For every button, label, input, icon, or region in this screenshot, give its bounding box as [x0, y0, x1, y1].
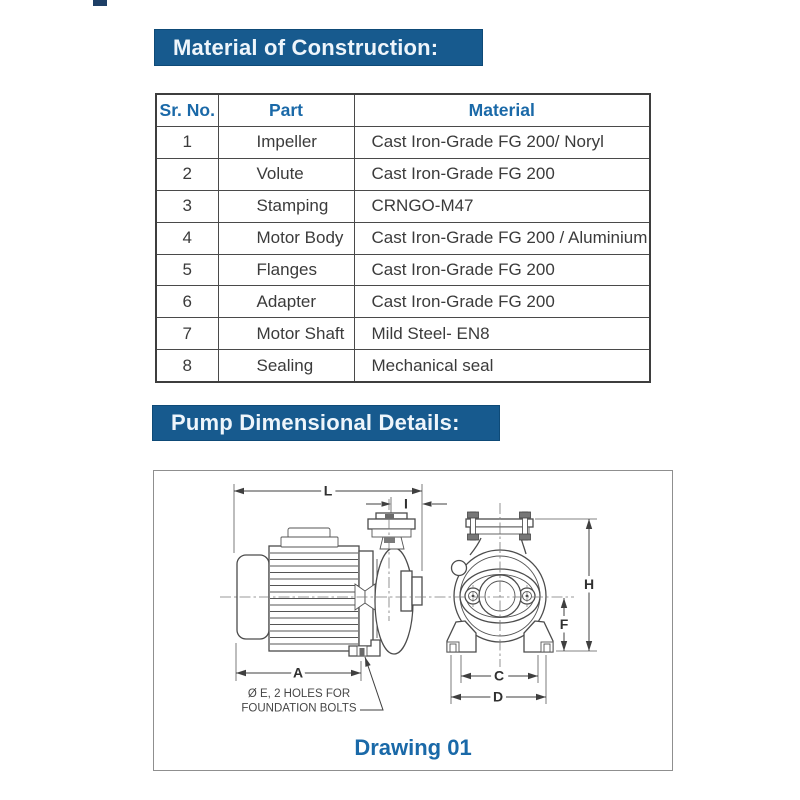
svg-text:H: H [583, 576, 595, 592]
cell-part: Motor Body [218, 222, 354, 254]
cell-material: Cast Iron-Grade FG 200 [354, 254, 650, 286]
casing-lug [452, 561, 467, 576]
col-header-material: Material [354, 94, 650, 127]
cell-material: Mild Steel- EN8 [354, 318, 650, 350]
pump-dimension-drawing [154, 471, 672, 770]
pump-side-view [237, 513, 422, 656]
cell-material: Mechanical seal [354, 350, 650, 382]
table-header-row [156, 94, 650, 127]
cell-sr: 3 [156, 190, 218, 222]
cell-sr: 6 [156, 286, 218, 318]
cell-sr: 2 [156, 158, 218, 190]
flange-bolt [385, 514, 394, 519]
drawing-caption: Drawing 01 [354, 735, 472, 760]
table-row [156, 318, 650, 350]
cell-material: Cast Iron-Grade FG 200 [354, 158, 650, 190]
dimension-F [560, 598, 569, 651]
foundation-bolt-note [241, 657, 383, 715]
cell-part: Stamping [218, 190, 354, 222]
cell-part: Volute [218, 158, 354, 190]
table-row [156, 350, 650, 382]
cell-material: Cast Iron-Grade FG 200 / Aluminium [354, 222, 650, 254]
dimension-C [461, 655, 538, 684]
dimension-I [366, 496, 447, 514]
cell-material: Cast Iron-Grade FG 200 [354, 286, 650, 318]
cell-sr: 1 [156, 127, 218, 159]
flange-nut [384, 537, 395, 543]
col-header-part: Part [218, 94, 354, 127]
cell-sr: 4 [156, 222, 218, 254]
table-row [156, 127, 650, 159]
svg-text:I: I [404, 495, 408, 512]
flange-bolt [468, 512, 479, 518]
section-header-pump-dimensional-details [152, 405, 500, 441]
suction-flange-side [401, 571, 412, 611]
svg-text:D: D [492, 688, 504, 705]
svg-text:A: A [292, 664, 304, 681]
svg-text:Ø E, 2 HOLES FOR: Ø E, 2 HOLES FOR [247, 688, 351, 700]
table-row [156, 222, 650, 254]
cell-part: Impeller [218, 127, 354, 159]
cell-part: Sealing [218, 350, 354, 382]
materials-table [155, 93, 651, 383]
table-row [156, 158, 650, 190]
table-row [156, 190, 650, 222]
svg-text:FOUNDATION BOLTS: FOUNDATION BOLTS [241, 702, 357, 715]
cell-sr: 5 [156, 254, 218, 286]
cell-material: Cast Iron-Grade FG 200/ Noryl [354, 127, 650, 159]
svg-text:C: C [493, 667, 505, 684]
col-header-sr-no: Sr. No. [156, 94, 218, 127]
table-row [156, 286, 650, 318]
cell-part: Adapter [218, 286, 354, 318]
dimension-drawing-frame [153, 470, 673, 771]
cell-part: Flanges [218, 254, 354, 286]
cell-material: CRNGO-M47 [354, 190, 650, 222]
flange-bolt [520, 512, 531, 518]
cell-sr: 8 [156, 350, 218, 382]
cell-sr: 7 [156, 318, 218, 350]
section-title: Pump Dimensional Details: [171, 410, 460, 435]
cell-part: Motor Shaft [218, 318, 354, 350]
svg-text:L: L [323, 482, 333, 499]
scan-artifact [93, 0, 107, 6]
section-header-material-of-construction [154, 29, 483, 66]
section-title: Material of Construction: [173, 34, 439, 60]
svg-text:F: F [559, 616, 569, 632]
table-row [156, 254, 650, 286]
